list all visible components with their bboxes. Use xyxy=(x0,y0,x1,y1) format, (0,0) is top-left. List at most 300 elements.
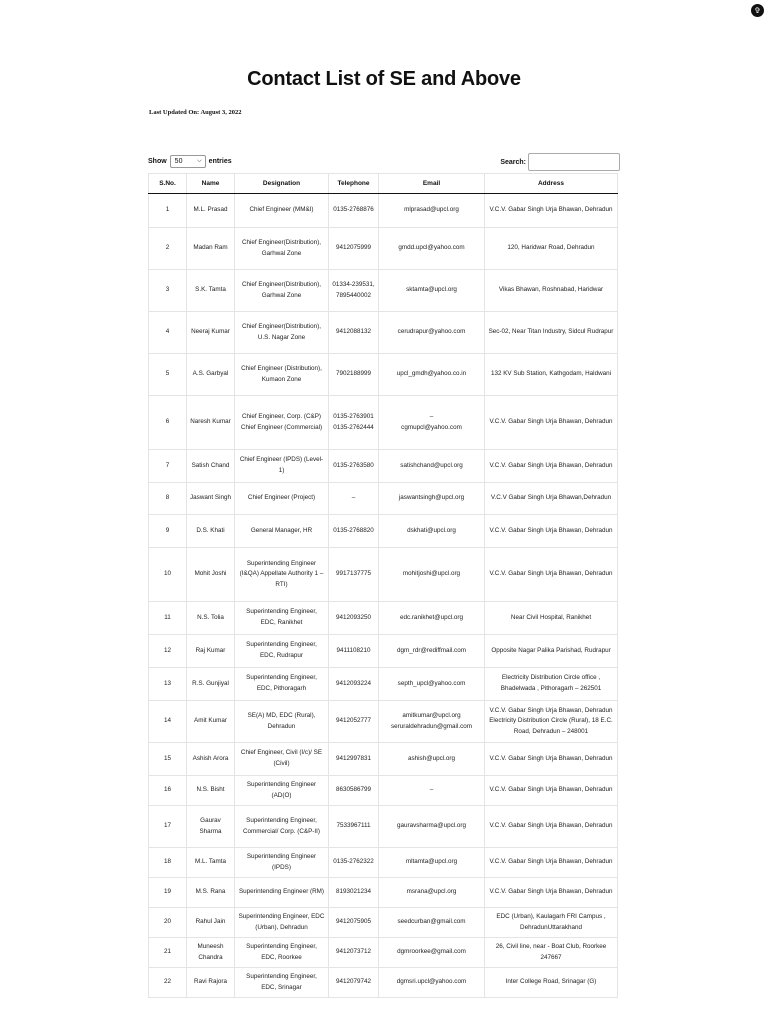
cell-email xyxy=(379,483,485,515)
cell-address-text: V.C.V. Gabar Singh Urja Bhawan, Dehradun xyxy=(489,526,613,534)
cell-designation-text: Superintending Engineer (AD(O) xyxy=(246,780,317,799)
cell-sno-text: 3 xyxy=(165,286,170,294)
cell-sno-text: 21 xyxy=(163,948,171,956)
cell-email xyxy=(379,515,485,548)
table-row xyxy=(149,396,618,450)
cell-name-text: M.S. Rana xyxy=(195,888,226,896)
search-control xyxy=(500,153,620,171)
cell-designation xyxy=(235,743,329,776)
table-row xyxy=(149,743,618,776)
cell-address-text: V.C.V. Gabar Singh Urja Bhawan, Dehradun Electricity Distribution Circle (Rural), 18 E.C. Road, Dehradun – 248001 xyxy=(489,706,613,735)
cell-address-text: V.C.V. Gabar Singh Urja Bhawan, Dehradun xyxy=(489,570,613,578)
cell-telephone-text: 0135-2768876 xyxy=(333,206,374,214)
table-row xyxy=(149,515,618,548)
cell-address-text: V.C.V. Gabar Singh Urja Bhawan, Dehradun xyxy=(489,206,613,214)
cell-address xyxy=(485,938,618,968)
cell-telephone-text: 0135-2768820 xyxy=(333,526,374,534)
cell-name xyxy=(187,968,235,998)
cell-designation xyxy=(235,701,329,743)
show-label: Show xyxy=(148,158,167,165)
cell-designation xyxy=(235,194,329,228)
cell-sno xyxy=(149,743,187,776)
cell-sno-text: 18 xyxy=(163,858,171,866)
cell-name xyxy=(187,602,235,635)
cell-name xyxy=(187,908,235,938)
cell-sno xyxy=(149,548,187,602)
cell-designation xyxy=(235,602,329,635)
cell-sno-text: 10 xyxy=(163,570,171,578)
cell-name-text: Madan Ram xyxy=(193,244,228,252)
cell-name-text: Naresh Kumar xyxy=(190,418,231,426)
cell-address-text: 132 KV Sub Station, Kathgodam, Haldwani xyxy=(490,370,612,378)
cell-email-text: mlprasad@upcl.org xyxy=(404,206,459,214)
cell-email-text: msrana@upcl.org xyxy=(406,888,457,896)
cell-email-text: amitkumar@upcl.org xyxy=(402,711,461,719)
cell-designation-text: SE(A) MD, EDC (Rural), Dehradun xyxy=(247,711,316,730)
cell-telephone xyxy=(329,743,379,776)
cell-email-text: dgm_rdr@rediffmail.com xyxy=(397,646,466,654)
cell-telephone-text: 0135-2763901 0135-2762444 xyxy=(333,412,374,431)
cell-address-text: 26, Civil line, near - Boat Club, Roorkee 247667 xyxy=(495,942,607,961)
cell-telephone xyxy=(329,194,379,228)
cell-telephone-text: 7533967111 xyxy=(336,822,371,830)
cell-sno-text: 19 xyxy=(163,888,171,896)
cell-address-text: V.C.V. Gabar Singh Urja Bhawan, Dehradun xyxy=(489,754,613,762)
cell-email xyxy=(379,312,485,354)
column-header-email[interactable]: Email xyxy=(379,174,485,194)
cell-sno-text: 16 xyxy=(163,786,171,794)
cell-telephone-text: 9412093224 xyxy=(335,679,372,687)
cell-address-text: Near Civil Hospital, Ranikhet xyxy=(510,613,592,621)
cell-email-text: dgmsri.upcl@yahoo.com xyxy=(396,978,467,986)
cell-address-text: V.C.V. Gabar Singh Urja Bhawan, Dehradun xyxy=(489,822,613,830)
table-row xyxy=(149,270,618,312)
cell-designation-text: Superintending Engineer, EDC, Roorkee xyxy=(246,942,317,961)
cell-address xyxy=(485,548,618,602)
cell-telephone xyxy=(329,806,379,848)
cell-designation xyxy=(235,548,329,602)
cell-designation-text: Chief Engineer (Project) xyxy=(247,494,316,502)
cell-designation-text: Superintending Engineer, EDC (Urban), Dehradun xyxy=(238,912,325,931)
page-length-select[interactable] xyxy=(170,155,206,168)
cell-telephone xyxy=(329,602,379,635)
cell-name-text: Jaswant Singh xyxy=(190,494,231,502)
cell-designation xyxy=(235,848,329,878)
column-header-telephone[interactable]: Telephone xyxy=(329,174,379,194)
cell-email-secondary-text: cgmupcl@yahoo.com xyxy=(401,423,462,431)
cell-telephone xyxy=(329,635,379,668)
cell-sno-text: 7 xyxy=(165,461,170,469)
cell-telephone xyxy=(329,396,379,450)
cell-address xyxy=(485,668,618,701)
cell-telephone xyxy=(329,270,379,312)
cell-sno xyxy=(149,515,187,548)
cell-email-text: mltamta@upcl.org xyxy=(405,858,458,866)
cell-name-text: Mohit Joshi xyxy=(194,570,227,578)
cell-email xyxy=(379,450,485,483)
table-row xyxy=(149,228,618,270)
cell-email xyxy=(379,938,485,968)
column-header-sno[interactable]: S.No. xyxy=(149,174,187,194)
cell-telephone-text: 7902188999 xyxy=(335,370,372,378)
cell-telephone-text: 9412075905 xyxy=(335,918,372,926)
cell-telephone-text: – xyxy=(351,494,356,502)
cell-sno-text: 1 xyxy=(165,206,170,214)
page-length-control xyxy=(148,155,232,168)
cell-designation-text: Chief Engineer, Civil (I/c)/ SE (Civil) xyxy=(240,749,323,767)
cell-designation-text: Chief Engineer (IPDS) (Level-1) xyxy=(239,456,324,474)
cell-name xyxy=(187,548,235,602)
cell-sno xyxy=(149,806,187,848)
table-row xyxy=(149,194,618,228)
table-row xyxy=(149,806,618,848)
cell-telephone xyxy=(329,548,379,602)
cell-email xyxy=(379,668,485,701)
cell-designation-text: Superintending Engineer (I&QA) Appellate Authority 1 – RTI) xyxy=(239,559,324,588)
cell-name xyxy=(187,938,235,968)
cell-name-text: M.L. Prasad xyxy=(193,206,228,214)
cell-designation-text: Chief Engineer (Distribution), Kumaon Zone xyxy=(241,364,322,383)
cell-designation-text: Chief Engineer(Distribution), U.S. Nagar Zone xyxy=(241,322,322,341)
cell-email xyxy=(379,878,485,908)
table-row xyxy=(149,602,618,635)
cell-address xyxy=(485,878,618,908)
cell-name-text: Neeraj Kumar xyxy=(191,328,230,336)
cell-designation xyxy=(235,396,329,450)
cell-address-text: Inter College Road, Srinagar (G) xyxy=(505,978,597,986)
search-label: Search: xyxy=(500,158,526,166)
cell-sno xyxy=(149,848,187,878)
cell-sno-text: 5 xyxy=(165,370,170,378)
cell-telephone xyxy=(329,515,379,548)
cell-name-text: M.L. Tamta xyxy=(194,858,227,866)
cell-address-text: V.C.V. Gabar Singh Urja Bhawan, Dehradun xyxy=(489,888,613,896)
cell-address xyxy=(485,968,618,998)
table-row xyxy=(149,968,618,998)
cell-email xyxy=(379,743,485,776)
cell-sno xyxy=(149,878,187,908)
cell-name-text: Gaurav Sharma xyxy=(199,816,222,835)
cell-sno-text: 15 xyxy=(163,754,171,762)
cell-designation-text: Chief Engineer(Distribution), Garhwal Zone xyxy=(241,238,322,257)
column-header-designation[interactable]: Designation xyxy=(235,174,329,194)
cell-address xyxy=(485,743,618,776)
cell-address-text: Vikas Bhawan, Roshnabad, Haridwar xyxy=(498,286,604,294)
cell-name xyxy=(187,270,235,312)
cell-address-text: Electricity Distribution Circle office , Bhadelwada , Pithoragarh – 262501 xyxy=(500,674,602,692)
cell-sno xyxy=(149,312,187,354)
cell-name-text: Rahul Jain xyxy=(195,918,226,926)
cell-name xyxy=(187,635,235,668)
cell-designation-text: Superintending Engineer (IPDS) xyxy=(246,852,317,871)
cell-email-text: – xyxy=(429,786,434,794)
cell-designation xyxy=(235,635,329,668)
cell-address-text: Opposite Nagar Palika Parishad, Rudrapur xyxy=(491,646,611,654)
cell-name xyxy=(187,483,235,515)
cell-address xyxy=(485,515,618,548)
table-controls xyxy=(148,153,620,171)
cell-address xyxy=(485,396,618,450)
table-row xyxy=(149,878,618,908)
cell-telephone xyxy=(329,701,379,743)
cell-designation-text: Chief Engineer (MM&I) xyxy=(249,206,314,214)
cell-address xyxy=(485,270,618,312)
column-header-address[interactable]: Address xyxy=(485,174,618,194)
cell-telephone-text: 9412073712 xyxy=(335,948,372,956)
cell-sno xyxy=(149,228,187,270)
cell-sno-text: 12 xyxy=(163,646,171,654)
cell-name-text: S.K. Tamta xyxy=(195,286,226,294)
cell-email xyxy=(379,194,485,228)
cell-email xyxy=(379,396,485,450)
cell-designation-text: Superintending Engineer, EDC, Srinagar xyxy=(246,972,317,991)
cell-sno xyxy=(149,450,187,483)
cell-address xyxy=(485,450,618,483)
cell-name-text: R.S. Gunjiyal xyxy=(192,679,229,687)
cell-email xyxy=(379,908,485,938)
cell-sno xyxy=(149,938,187,968)
cell-telephone xyxy=(329,450,379,483)
cell-email-text: cerudrapur@yahoo.com xyxy=(397,328,466,336)
cell-email-text: gmdd.upcl@yahoo.com xyxy=(398,244,465,252)
cell-email-text: seedcurban@gmail.com xyxy=(397,918,466,926)
cell-sno xyxy=(149,908,187,938)
cell-email xyxy=(379,602,485,635)
cell-designation xyxy=(235,228,329,270)
cell-name xyxy=(187,354,235,396)
cell-telephone xyxy=(329,668,379,701)
cell-telephone-text: 9917137775 xyxy=(335,570,372,578)
cell-designation-text: General Manager, HR xyxy=(250,526,313,534)
cell-designation-text: Superintending Engineer (RM) xyxy=(238,888,325,896)
cell-email-text: sktamta@upcl.org xyxy=(406,286,457,294)
table-row xyxy=(149,938,618,968)
table-row xyxy=(149,548,618,602)
cell-email-text: septh_upcl@yahoo.com xyxy=(397,679,466,687)
cell-name-text: Ravi Rajora xyxy=(194,978,227,986)
cell-name xyxy=(187,668,235,701)
cell-telephone-text: 9412997831 xyxy=(335,754,372,762)
cell-address xyxy=(485,483,618,515)
cell-name xyxy=(187,878,235,908)
table-row xyxy=(149,354,618,396)
cell-name xyxy=(187,701,235,743)
cell-designation xyxy=(235,312,329,354)
cell-sno-text: 2 xyxy=(165,244,170,252)
cell-email xyxy=(379,635,485,668)
cell-telephone-text: 9412075999 xyxy=(335,244,372,252)
table-row xyxy=(149,635,618,668)
cell-designation-text: Superintending Engineer, Commercial/ Corp. (C&P-II) xyxy=(243,816,320,835)
cell-email-text: – xyxy=(429,412,434,420)
cell-address xyxy=(485,354,618,396)
table-row xyxy=(149,776,618,806)
cell-name xyxy=(187,450,235,483)
cell-address xyxy=(485,312,618,354)
cell-email-text: dgmroorkee@gmail.com xyxy=(397,948,466,956)
cell-telephone xyxy=(329,908,379,938)
table-row xyxy=(149,668,618,701)
cell-name xyxy=(187,228,235,270)
table-header-row xyxy=(149,174,618,194)
cell-email xyxy=(379,228,485,270)
cell-email-text: edc.ranikhet@upcl.org xyxy=(399,613,464,621)
cell-email-text: satishchand@upcl.org xyxy=(400,461,463,469)
cell-sno xyxy=(149,396,187,450)
cell-email xyxy=(379,548,485,602)
cell-designation xyxy=(235,515,329,548)
cell-email xyxy=(379,354,485,396)
cell-telephone xyxy=(329,938,379,968)
cell-sno xyxy=(149,483,187,515)
cell-name xyxy=(187,848,235,878)
cell-sno-text: 6 xyxy=(165,418,170,426)
contacts-table xyxy=(148,173,618,998)
cell-email xyxy=(379,806,485,848)
cell-name-text: Ashish Arora xyxy=(192,754,229,762)
cell-telephone xyxy=(329,354,379,396)
cell-name xyxy=(187,194,235,228)
cell-sno-text: 9 xyxy=(165,526,170,534)
cell-email-text: jaswantsingh@upcl.org xyxy=(398,494,465,502)
cell-name xyxy=(187,396,235,450)
cell-designation xyxy=(235,483,329,515)
cell-designation-text: Chief Engineer, Corp. (C&P) Chief Engineer (Commercial) xyxy=(240,412,323,431)
cell-telephone-text: 8193021234 xyxy=(335,888,372,896)
search-input[interactable] xyxy=(528,153,620,171)
cell-telephone-text: 9411108210 xyxy=(336,646,371,654)
cell-name-text: Satish Chand xyxy=(191,461,230,469)
cell-designation xyxy=(235,776,329,806)
cell-sno-text: 13 xyxy=(163,679,171,687)
cell-name xyxy=(187,806,235,848)
table-row xyxy=(149,701,618,743)
cell-telephone-text: 9412052777 xyxy=(335,717,372,725)
cell-email xyxy=(379,776,485,806)
cell-sno-text: 17 xyxy=(163,822,171,830)
cell-telephone xyxy=(329,228,379,270)
cell-email-text: gauravsharma@upcl.org xyxy=(396,822,467,830)
cell-address xyxy=(485,602,618,635)
cell-designation xyxy=(235,668,329,701)
table-row xyxy=(149,908,618,938)
cell-email-text: dskhati@upcl.org xyxy=(407,526,456,534)
cell-designation-text: Superintending Engineer, EDC, Rudrapur xyxy=(246,641,317,659)
cell-sno-text: 11 xyxy=(164,613,171,621)
cell-telephone xyxy=(329,848,379,878)
cell-email-text: upcl_gmdh@yahoo.co.in xyxy=(396,370,467,378)
cell-address xyxy=(485,806,618,848)
cell-designation-text: Superintending Engineer, EDC, Ranikhet xyxy=(246,608,317,626)
cell-email xyxy=(379,968,485,998)
cell-sno xyxy=(149,270,187,312)
cell-name xyxy=(187,776,235,806)
cell-designation-text: Superintending Engineer, EDC, Pithoragarh xyxy=(246,674,317,692)
cell-address-text: Sec-02, Near Titan Industry, Sidcul Rudrapur xyxy=(488,328,614,336)
cell-address xyxy=(485,908,618,938)
cell-email-secondary-text: seruraldehradun@gmail.com xyxy=(391,722,472,730)
page-length-value: 50 xyxy=(174,158,183,165)
cell-address-text: V.C.V Gabar Singh Urja Bhawan,Dehradun xyxy=(490,494,612,502)
cell-name xyxy=(187,515,235,548)
cell-telephone-text: 8630586799 xyxy=(335,786,372,794)
accessibility-icon[interactable]: ✞ xyxy=(751,4,764,17)
cell-telephone xyxy=(329,878,379,908)
cell-name xyxy=(187,743,235,776)
cell-telephone xyxy=(329,968,379,998)
cell-email-text: ashish@upcl.org xyxy=(408,754,455,762)
cell-name-text: Muneesh Chandra xyxy=(197,942,224,961)
cell-name-text: D.S. Khati xyxy=(196,526,225,534)
cell-email xyxy=(379,701,485,743)
cell-email xyxy=(379,270,485,312)
cell-designation xyxy=(235,270,329,312)
cell-telephone xyxy=(329,312,379,354)
cell-email xyxy=(379,848,485,878)
chevron-down-icon: ⌵ xyxy=(197,158,202,164)
cell-sno-text: 4 xyxy=(165,328,170,336)
cell-telephone-text: 9412093250 xyxy=(335,613,372,621)
cell-telephone-text: 9412079742 xyxy=(335,978,372,986)
table-row xyxy=(149,450,618,483)
table-row xyxy=(149,483,618,515)
cell-address-text: V.C.V. Gabar Singh Urja Bhawan, Dehradun xyxy=(489,461,613,469)
cell-sno xyxy=(149,776,187,806)
table-row xyxy=(149,312,618,354)
cell-sno xyxy=(149,701,187,743)
cell-sno xyxy=(149,354,187,396)
cell-address xyxy=(485,848,618,878)
cell-address xyxy=(485,228,618,270)
cell-address-text: V.C.V. Gabar Singh Urja Bhawan, Dehradun xyxy=(489,858,613,866)
cell-address-text: V.C.V. Gabar Singh Urja Bhawan, Dehradun xyxy=(489,786,613,794)
cell-designation xyxy=(235,878,329,908)
cell-address xyxy=(485,194,618,228)
cell-designation xyxy=(235,354,329,396)
cell-address-text: EDC (Urban), Kaulagarh FRI Campus , DehradunUttarakhand xyxy=(496,912,606,931)
cell-sno xyxy=(149,602,187,635)
last-updated: Last Updated On: August 3, 2022 xyxy=(149,109,242,116)
cell-telephone-text: 0135-2763580 xyxy=(333,461,374,469)
cell-address-text: V.C.V. Gabar Singh Urja Bhawan, Dehradun xyxy=(489,418,613,426)
cell-sno-text: 20 xyxy=(163,918,171,926)
cell-address-text: 120, Haridwar Road, Dehradun xyxy=(507,244,595,252)
cell-telephone xyxy=(329,776,379,806)
cell-sno-text: 22 xyxy=(163,978,171,986)
cell-address xyxy=(485,776,618,806)
cell-sno xyxy=(149,635,187,668)
cell-designation-text: Chief Engineer(Distribution), Garhwal Zone xyxy=(241,280,322,299)
cell-sno-text: 8 xyxy=(165,494,170,502)
cell-designation xyxy=(235,968,329,998)
cell-name-text: N.S. Bisht xyxy=(196,786,225,794)
table-row xyxy=(149,848,618,878)
cell-name xyxy=(187,312,235,354)
cell-designation xyxy=(235,806,329,848)
cell-name-text: N.S. Tolia xyxy=(197,613,224,621)
entries-label: entries xyxy=(208,158,232,165)
page-title: Contact List of SE and Above xyxy=(247,68,521,90)
cell-address xyxy=(485,635,618,668)
cell-designation xyxy=(235,938,329,968)
column-header-name[interactable]: Name xyxy=(187,174,235,194)
cell-sno xyxy=(149,194,187,228)
cell-name-text: Amit Kumar xyxy=(194,717,227,725)
cell-telephone xyxy=(329,483,379,515)
cell-telephone-text: 9412088132 xyxy=(335,328,372,336)
cell-address xyxy=(485,701,618,743)
cell-sno-text: 14 xyxy=(163,717,171,725)
